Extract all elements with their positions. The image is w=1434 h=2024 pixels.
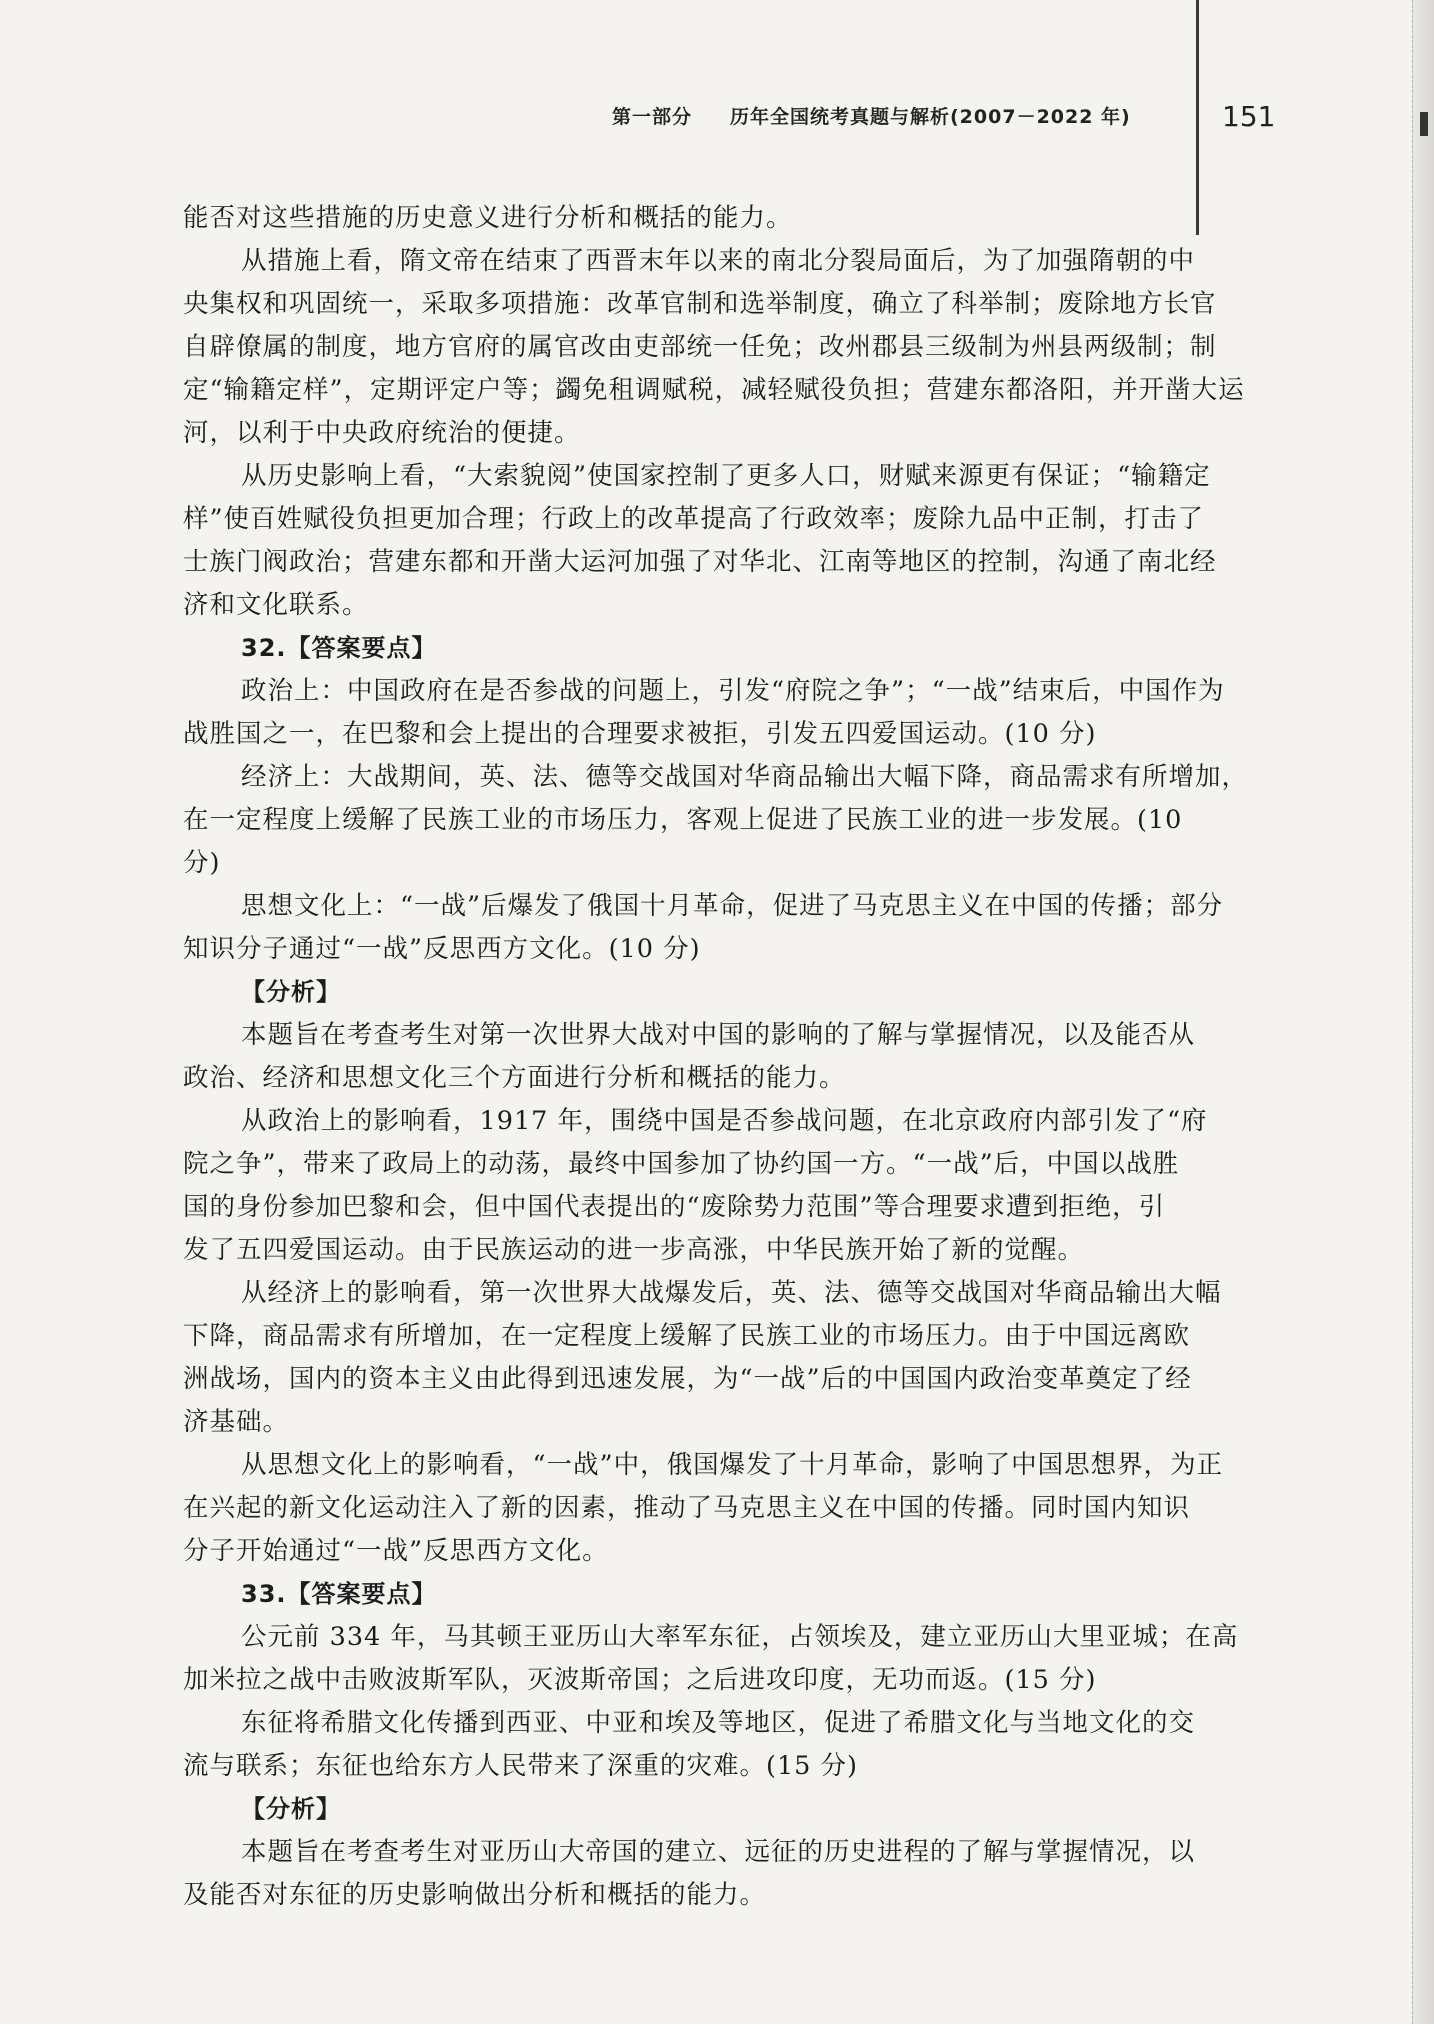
text-line: 自辟僚属的制度，地方官府的属官改由吏部统一任免；改州郡县三级制为州县两级制；制 — [183, 332, 1217, 362]
edge-mark — [1420, 112, 1428, 136]
text-line: 分) — [183, 848, 221, 878]
page-edge — [1412, 0, 1434, 2024]
text-line: 战胜国之一，在巴黎和会上提出的合理要求被拒，引发五四爱国运动。(10 分) — [183, 719, 1097, 749]
text-line: 样”使百姓赋役负担更加合理；行政上的改革提高了行政效率；废除九品中正制，打击了 — [183, 504, 1205, 534]
analysis-heading: 【分析】 — [241, 978, 341, 1006]
text-line: 济和文化联系。 — [183, 590, 369, 620]
text-line: 从措施上看，隋文帝在结束了西晋末年以来的南北分裂局面后，为了加强隋朝的中 — [241, 246, 1196, 276]
text-line: 本题旨在考查考生对亚历山大帝国的建立、远征的历史进程的了解与掌握情况，以 — [241, 1837, 1196, 1867]
answer-heading: 32.【答案要点】 — [241, 634, 437, 662]
text-line: 在一定程度上缓解了民族工业的市场压力，客观上促进了民族工业的进一步发展。(10 — [183, 805, 1183, 835]
text-line: 政治、经济和思想文化三个方面进行分析和概括的能力。 — [183, 1063, 846, 1093]
text-line: 及能否对东征的历史影响做出分析和概括的能力。 — [183, 1880, 767, 1910]
text-line: 院之争”，带来了政局上的动荡，最终中国参加了协约国一方。“一战”后，中国以战胜 — [183, 1149, 1180, 1179]
text-line: 流与联系；东征也给东方人民带来了深重的灾难。(15 分) — [183, 1751, 858, 1781]
running-header — [0, 96, 1434, 146]
text-line: 政治上：中国政府在是否参战的问题上，引发“府院之争”；“一战”结束后，中国作为 — [241, 676, 1225, 706]
header-subtitle: 历年全国统考真题与解析(2007－2022 年) — [730, 106, 1131, 128]
analysis-heading: 【分析】 — [241, 1795, 341, 1823]
text-line: 分子开始通过“一战”反思西方文化。 — [183, 1536, 609, 1566]
text-line: 国的身份参加巴黎和会，但中国代表提出的“废除势力范围”等合理要求遭到拒绝，引 — [183, 1192, 1166, 1222]
text-line: 加米拉之战中击败波斯军队，灭波斯帝国；之后进攻印度，无功而返。(15 分) — [183, 1665, 1097, 1695]
text-line: 士族门阀政治；营建东都和开凿大运河加强了对华北、江南等地区的控制，沟通了南北经 — [183, 547, 1217, 577]
text-line: 济基础。 — [183, 1407, 290, 1437]
text-line: 定“输籍定样”，定期评定户等；蠲免租调赋税，减轻赋役负担；营建东都洛阳，并开凿大运 — [183, 375, 1245, 405]
text-line: 从政治上的影响看，1917 年，围绕中国是否参战问题，在北京政府内部引发了“府 — [241, 1106, 1208, 1136]
text-line: 从历史影响上看，“大索貌阅”使国家控制了更多人口，财赋来源更有保证；“输籍定 — [241, 461, 1211, 491]
text-line: 河，以利于中央政府统治的便捷。 — [183, 418, 581, 448]
text-line: 公元前 334 年，马其顿王亚历山大率军东征，占领埃及，建立亚历山大里亚城；在高 — [241, 1622, 1239, 1652]
text-line: 能否对这些措施的历史意义进行分析和概括的能力。 — [183, 203, 793, 233]
text-line: 发了五四爱国运动。由于民族运动的进一步高涨，中华民族开始了新的觉醒。 — [183, 1235, 1085, 1265]
text-line: 东征将希腊文化传播到西亚、中亚和埃及等地区，促进了希腊文化与当地文化的交 — [241, 1708, 1196, 1738]
header-section: 第一部分 — [612, 106, 693, 128]
header-divider — [1196, 0, 1199, 235]
text-line: 下降，商品需求有所增加，在一定程度上缓解了民族工业的市场压力。由于中国远离欧 — [183, 1321, 1191, 1351]
page-number: 151 — [1222, 100, 1276, 133]
text-line: 本题旨在考查考生对第一次世界大战对中国的影响的了解与掌握情况，以及能否从 — [241, 1020, 1196, 1050]
text-line: 央集权和巩固统一，采取多项措施：改革官制和选举制度，确立了科举制；废除地方长官 — [183, 289, 1217, 319]
answer-heading: 33.【答案要点】 — [241, 1580, 437, 1608]
text-line: 从思想文化上的影响看，“一战”中，俄国爆发了十月革命，影响了中国思想界，为正 — [241, 1450, 1224, 1480]
text-line: 知识分子通过“一战”反思西方文化。(10 分) — [183, 934, 701, 964]
text-line: 洲战场，国内的资本主义由此得到迅速发展，为“一战”后的中国国内政治变革奠定了经 — [183, 1364, 1192, 1394]
text-line: 在兴起的新文化运动注入了新的因素，推动了马克思主义在中国的传播。同时国内知识 — [183, 1493, 1191, 1523]
text-line: 从经济上的影响看，第一次世界大战爆发后，英、法、德等交战国对华商品输出大幅 — [241, 1278, 1222, 1308]
text-line: 经济上：大战期间，英、法、德等交战国对华商品输出大幅下降，商品需求有所增加， — [241, 762, 1249, 792]
text-line: 思想文化上：“一战”后爆发了俄国十月革命，促进了马克思主义在中国的传播；部分 — [241, 891, 1224, 921]
